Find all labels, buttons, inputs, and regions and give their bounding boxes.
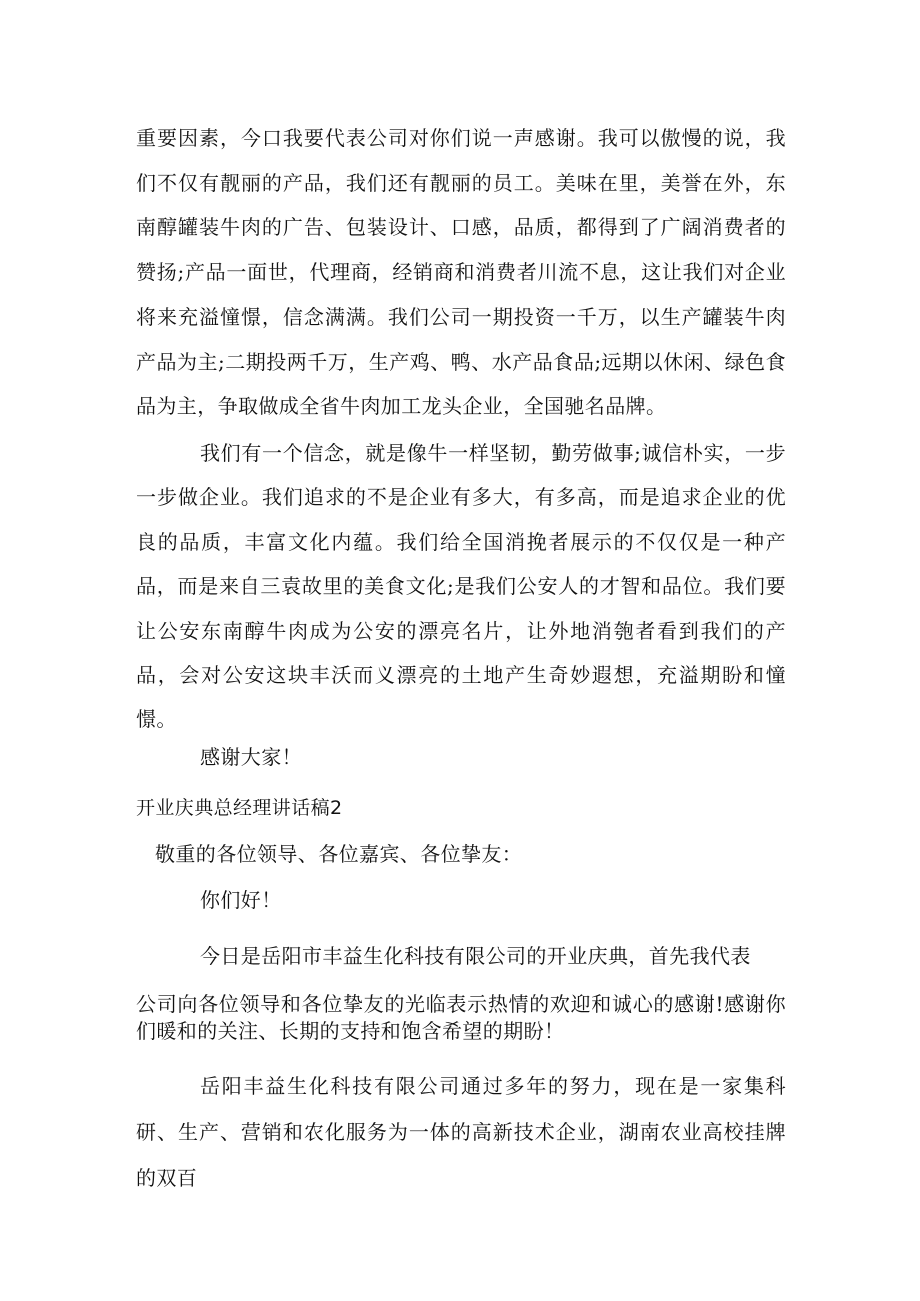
body-paragraph: 公司向各位领导和各位挚友的光临表示热情的欢迎和诚心的感谢!感谢你们暖和的关注、长期的支持和饱含希望的期盼！	[136, 992, 786, 1043]
closing-thanks: 感谢大家！	[200, 745, 302, 769]
section-title: 开业庆典总经理讲话稿2	[136, 797, 343, 819]
body-paragraph: 岳阳丰益生化科技有限公司通过多年的努力，现在是一家集科研、生产、营销和农化服务为一体的高新技术企业，湖南农业高校挂牌的双百	[136, 1074, 786, 1190]
salutation: 敬重的各位领导、各位嘉宾、各位挚友：	[155, 842, 523, 866]
body-paragraph-opening-line: 今日是岳阳市丰益生化科技有限公司的开业庆典，首先我代表	[200, 944, 751, 968]
body-paragraph: 我们有一个信念，就是像牛一样坚韧，勤劳做事;诚信朴实，一步一步做企业。我们追求的不是企业有多大，有多高，而是追求企业的优良的品质，丰富文化内蕴。我们给全国消挽者展示的不仅仅是一种产品，而是来自三袁故里的美食文化;是我们公安人的才智和品位。我们要让公安东南醇牛肉成为公安的漂亮名片，让外地消匏者看到我们的产品，会对公安这块丰沃而义漂亮的土地产生奇妙遐想，充溢期盼和憧憬。	[136, 441, 786, 732]
greeting: 你们好！	[200, 888, 282, 912]
body-paragraph: 重要因素，今口我要代表公司对你们说一声感谢。我可以傲慢的说，我们不仅有靓丽的产品，我们还有靓丽的员工。美味在里，美誉在外，东南醇罐装牛肉的广告、包装设计、口感，品质，都得到了广阔消费者的赞扬;产品一面世，代理商，经销商和消费者川流不息，这让我们对企业将来充溢憧憬，信念满满。我们公司一期投资一千万，以生产罐装牛肉产品为主;二期投两千万，生产鸡、鸭、水产品食品;远期以休闲、绿色食品为主，争取做成全省牛肉加工龙头企业，全国驰名品牌。	[136, 126, 786, 419]
